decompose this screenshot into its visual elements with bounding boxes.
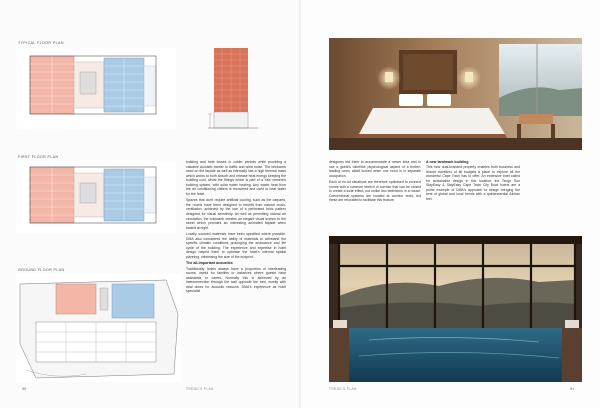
paragraph: designers led them to accommodate a newer idea and to use a guest's toilet/the psychological aspect of a timber-leading room, albeit locked when one room is in separate occupation. (329, 160, 421, 178)
article-column-right-2 (426, 160, 520, 230)
paragraph: building and heat losses in colder periods while providing a valuable acoustic barrier to traffic and wind noise. The brickwork used on the façade as well as internally has a high thermal mass which works to both absorb and release heat energy keeping the building cool, whilst the fittings which is part of a Yale cement's building system, with solar water heating. Any waste heat from the air conditioning chillers is recovered and used to heat water for the hotel. (186, 160, 286, 196)
running-footer-left: TREND'S PLAN (186, 387, 214, 391)
paragraph: Locally sourced materials have been specified where possible. DMA also considered the ability of materials to withstand the specific climatic conditions prolonging the endurance and life cycle of the building. The experience and expertise in hotel design helped them to optimise the hotel's internal spatial planning, minimising the size of the footprint. (186, 232, 286, 259)
brick-facade-elevation (204, 44, 262, 134)
page-number-left: 90 (22, 387, 27, 391)
rooftop-pool-photo (329, 236, 582, 382)
subheading-landmark: A new landmark building (426, 160, 469, 164)
caption-ground-floor-plan: GROUND FLOOR PLAN (18, 268, 65, 272)
subheading-acoustics: The all-important acoustics (186, 261, 233, 266)
hotel-bedroom-photo (329, 38, 582, 150)
caption-typical-floor-plan: TYPICAL FLOOR PLAN (18, 41, 64, 45)
paragraph: Traditionally hotels always have a proportion of interleading rooms, useful for families or instances where guests have assistants or carers. Normally this is achieved by an interconnection through the wall opposite the bed, mostly with dual doors for acoustic reasons. DMA's experience as hotel specialist (186, 266, 286, 294)
page-gutter (299, 0, 301, 408)
caption-first-floor-plan: FIRST FLOOR PLAN (18, 155, 59, 159)
running-footer-right: TREND'S PLAN (329, 387, 357, 391)
paragraph: Spaces that don't require artificial cooling, such as the carparts, the rooms have been designed to benefit from natural cross-ventilation, achieved by the use of a perforated brick pattern designed for visual sensitivity. As well as permitting natural air circulation, the brickwork creates an elegant visual screen to the street which provides an interesting animated façade when backlit at night. (186, 198, 286, 230)
first-floor-plan-drawing (16, 161, 176, 233)
page-number-right: 91 (570, 387, 575, 391)
article-column-left (186, 160, 286, 382)
paragraph: Each of en-lot situations are therefore optimised to connect rooms with a common stretch of corridor that can be closed to create a suite effect, not unlike two bedrooms in a house. Conventional systems are located at corridor ends, but these are relocated to facilitate this feature. (329, 180, 421, 203)
typical-floor-plan-drawing (16, 48, 176, 130)
paragraph: This new dual-branded property enables both business and leisure travellers of all budgets a place to explore all the wonderful Cape Town has to offer. An extensive brief called for sustainable design in this location; the Tsogo Sun StayEasy & StayEasy Cape Town City Bowl hotels are a prime example of DMA's approach to design merging the best of global and local trends with a quintessential African feel. (426, 165, 520, 201)
ground-floor-plan-drawing (16, 274, 181, 382)
article-column-right-1 (329, 160, 421, 230)
